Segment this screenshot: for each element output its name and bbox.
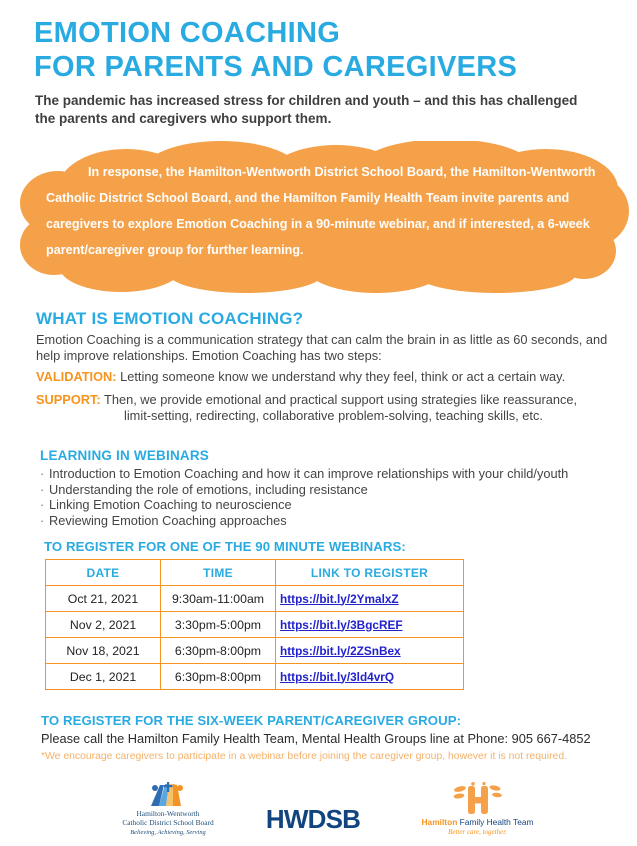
validation-label: VALIDATION:	[36, 369, 117, 384]
page-title	[34, 16, 614, 84]
learning-bullet-list	[40, 466, 615, 528]
list-item	[40, 513, 615, 529]
what-is-heading: WHAT IS EMOTION COACHING?	[36, 309, 304, 328]
bullet-dot-icon: ·	[40, 497, 45, 513]
table-header-row	[46, 560, 464, 586]
section-six-week-group	[41, 712, 616, 764]
register-webinars-heading: TO REGISTER FOR ONE OF THE 90 MINUTE WEBINARS:	[44, 539, 406, 554]
logo-hwdsb	[243, 804, 383, 835]
logo-hwcdsb	[98, 782, 238, 837]
hwcdsb-name-line-2: Catholic District School Board	[122, 817, 214, 827]
support-row	[36, 392, 614, 425]
cell-time: 6:30pm-8:00pm	[161, 638, 276, 664]
title-line-1: EMOTION COACHING	[34, 17, 341, 49]
six-week-note: *We encourage caregivers to participate in a webinar before joining the caregiver group, however it is not required.	[41, 751, 567, 762]
table-row	[46, 638, 464, 664]
cell-link	[276, 586, 464, 612]
section-what-is-emotion-coaching	[36, 308, 614, 425]
intro-paragraph: The pandemic has increased stress for children and youth – and this has challenged the parents and caregivers who support them.	[35, 93, 578, 126]
cloud-callout	[6, 141, 631, 293]
validation-row	[36, 369, 614, 386]
hwcdsb-tagline: Believing, Achieving, Serving	[130, 829, 206, 837]
cell-link	[276, 638, 464, 664]
bullet-dot-icon: ·	[40, 512, 45, 528]
support-label: SUPPORT:	[36, 391, 101, 407]
column-header-time: TIME	[161, 560, 276, 586]
register-link[interactable]: https://bit.ly/2ZSnBex	[280, 643, 401, 658]
register-link[interactable]: https://bit.ly/2YmalxZ	[280, 591, 399, 606]
cell-time: 9:30am-11:00am	[161, 586, 276, 612]
hfht-name	[400, 817, 555, 827]
column-header-link: LINK TO REGISTER	[276, 560, 464, 586]
logo-hfht	[400, 782, 555, 836]
hwcdsb-crest-icon	[147, 782, 189, 808]
cell-date: Nov 2, 2021	[46, 612, 161, 638]
hwdsb-wordmark: HWDSB	[265, 804, 361, 834]
table-row	[46, 664, 464, 690]
cell-date: Nov 18, 2021	[46, 638, 161, 664]
cell-link	[276, 664, 464, 690]
list-item-label: Linking Emotion Coaching to neuroscience	[49, 497, 292, 513]
footer-logos	[0, 782, 637, 846]
list-item-label: Introduction to Emotion Coaching and how it can improve relationships with your child/youth	[49, 466, 569, 481]
cell-date: Oct 21, 2021	[46, 586, 161, 612]
what-is-body: Emotion Coaching is a communication strategy that can calm the brain in as little as 60 seconds, and help improve relationships. Emotion Coaching has two steps:	[36, 332, 608, 363]
cell-date: Dec 1, 2021	[46, 664, 161, 690]
cell-time: 3:30pm-5:00pm	[161, 612, 276, 638]
table-row	[46, 586, 464, 612]
column-header-date: DATE	[46, 560, 161, 586]
validation-text: Letting someone know we understand why they feel, think or act a certain way.	[120, 369, 566, 384]
webinar-schedule-table	[45, 559, 463, 690]
list-item	[40, 466, 615, 482]
list-item-label: Understanding the role of emotions, including resistance	[49, 481, 368, 497]
six-week-heading: TO REGISTER FOR THE SIX-WEEK PARENT/CAREGIVER GROUP:	[41, 713, 462, 728]
cell-link	[276, 612, 464, 638]
table-row	[46, 612, 464, 638]
list-item-label: Reviewing Emotion Coaching approaches	[49, 512, 287, 528]
register-link[interactable]: https://bit.ly/3BgcREF	[280, 617, 403, 632]
support-text: Then, we provide emotional and practical support using strategies like reassurance,	[104, 391, 578, 407]
cloud-text: In response, the Hamilton-Wentworth District School Board, the Hamilton-Wentworth Catholic District School Board, and the Hamilton Family Health Team invite parents and caregivers to explore Emotion Coaching in a 90-minute webinar, and if interested, a 6-week parent/caregiver group for further learning.	[46, 165, 596, 257]
six-week-body: Please call the Hamilton Family Health Team, Mental Health Groups line at Phone: 905 667-4852	[41, 731, 591, 746]
hwcdsb-name-line-1: Hamilton-Wentworth	[136, 809, 200, 818]
hfht-tagline: Better care, together.	[448, 828, 507, 836]
list-item	[40, 482, 615, 498]
bullet-dot-icon: ·	[40, 481, 45, 497]
section-learning-in-webinars	[40, 447, 615, 528]
hfht-h-icon	[449, 782, 507, 816]
bullet-dot-icon: ·	[40, 466, 45, 481]
cell-time: 6:30pm-8:00pm	[161, 664, 276, 690]
hfht-name-rest: Family Health Team	[457, 817, 534, 827]
support-text-continued: limit-setting, redirecting, collaborative problem-solving, teaching skills, etc.	[124, 408, 543, 423]
hfht-name-bold: Hamilton	[421, 817, 458, 827]
title-line-2: FOR PARENTS AND CAREGIVERS	[34, 51, 518, 83]
learning-heading: LEARNING IN WEBINARS	[40, 448, 209, 463]
register-link[interactable]: https://bit.ly/3ld4vrQ	[280, 669, 395, 684]
list-item	[40, 497, 615, 513]
